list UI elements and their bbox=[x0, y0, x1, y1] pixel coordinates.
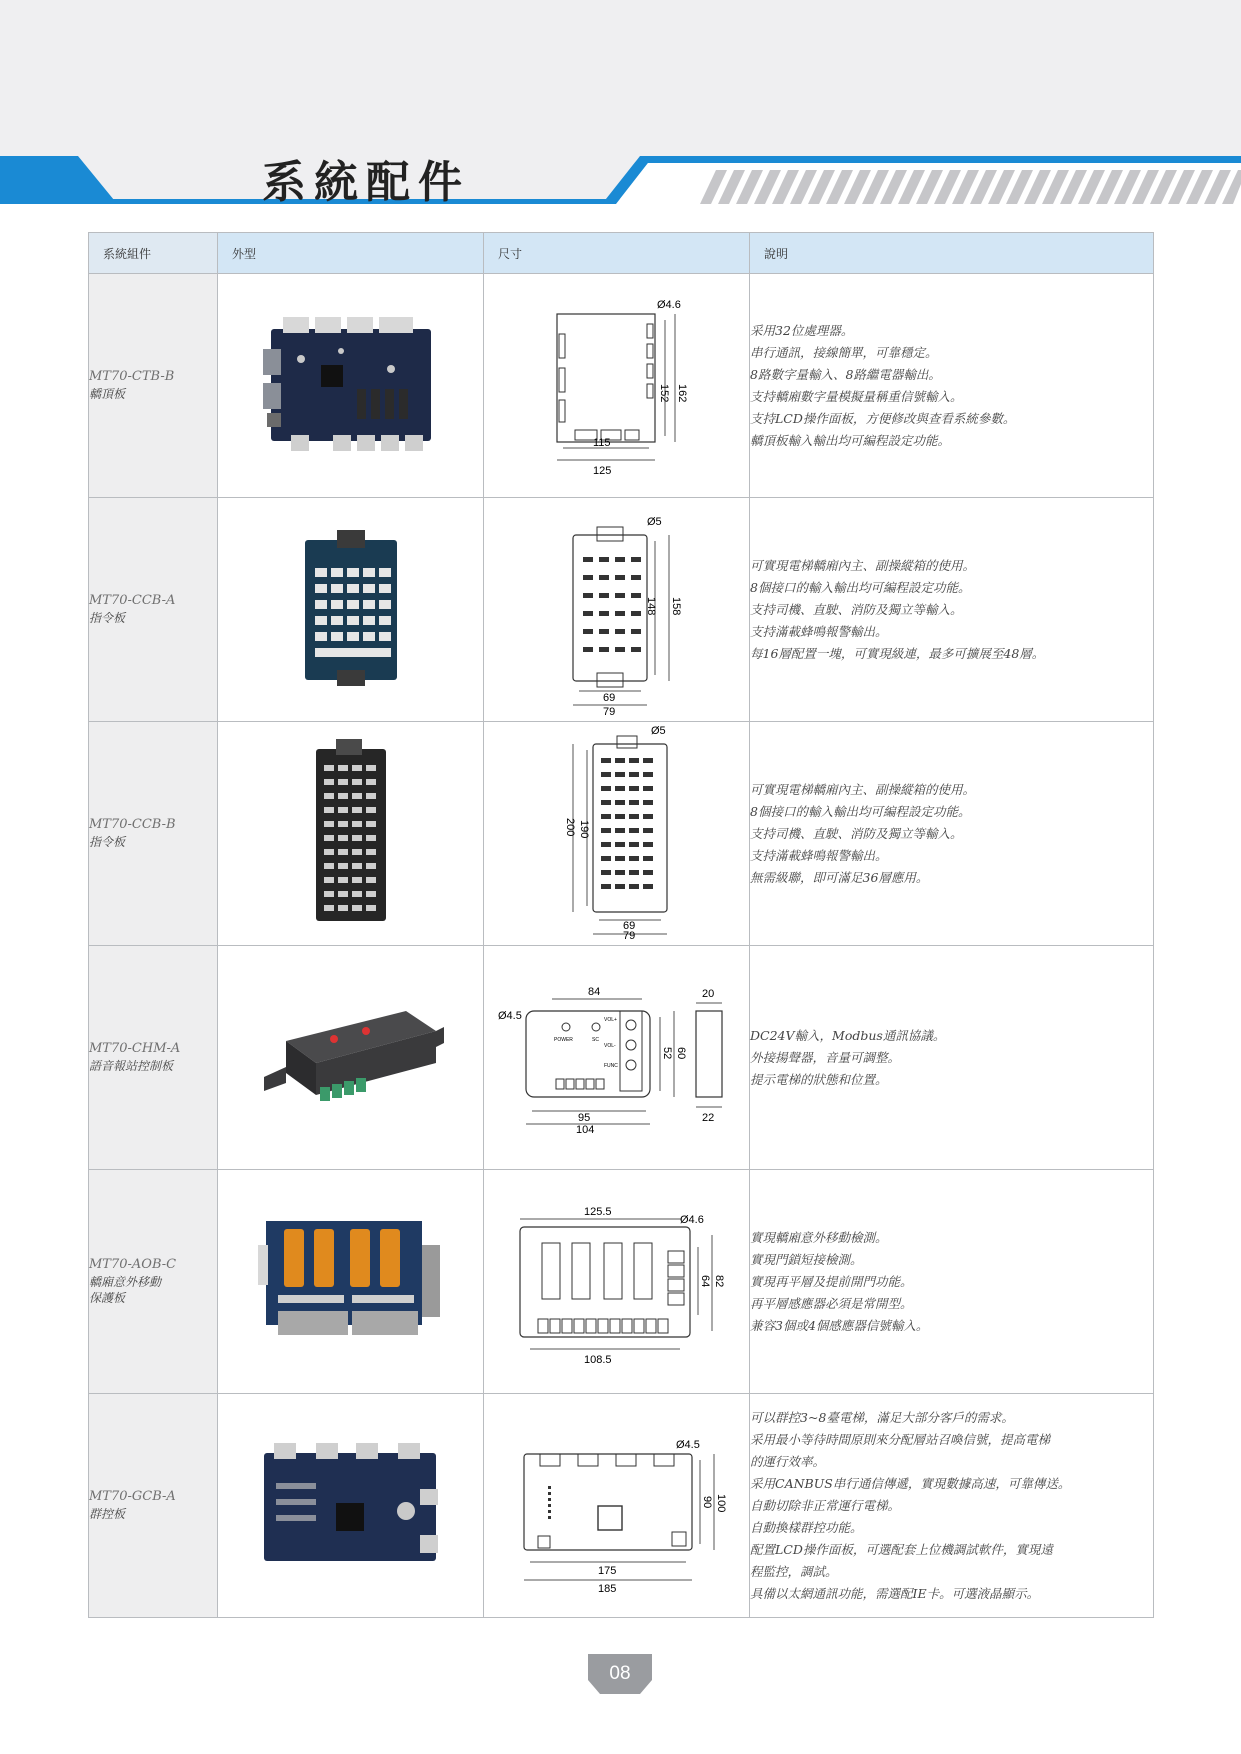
component-name bbox=[89, 274, 218, 498]
description-cell bbox=[750, 722, 1154, 946]
description-line: 自動切除非正常運行電梯。 bbox=[750, 1497, 901, 1513]
dim-height-inner: 64 bbox=[698, 1274, 711, 1287]
table-row bbox=[89, 274, 1154, 498]
label-vol-up: VOL+ bbox=[603, 1016, 617, 1023]
description-line: 程監控，調試。 bbox=[750, 1563, 838, 1579]
description-line: 支持司機、直駛、消防及獨立等輸入。 bbox=[750, 601, 963, 617]
description-line: 每16層配置一塊，可實現級連，最多可擴展至48層。 bbox=[750, 645, 1045, 661]
dimension-drawing bbox=[497, 505, 737, 718]
dim-width-outer: 185 bbox=[597, 1582, 616, 1595]
component-label: 轎廂意外移動 bbox=[89, 1275, 162, 1289]
component-label: 轎頂板 bbox=[89, 387, 126, 401]
description-line: 的運行效率。 bbox=[750, 1453, 826, 1469]
table-row bbox=[89, 1170, 1154, 1394]
table-row bbox=[89, 722, 1154, 946]
dim-width-outer: 79 bbox=[602, 706, 615, 718]
dim-side-bottom: 22 bbox=[701, 1111, 714, 1124]
component-label: 指令板 bbox=[89, 611, 126, 625]
dim-width-outer: 104 bbox=[575, 1123, 594, 1136]
description-line: 支持LCD操作面板，方便修改與查看系統參數。 bbox=[750, 410, 1016, 426]
description-line: 串行通訊，接線簡單，可靠穩定。 bbox=[750, 344, 938, 360]
component-name bbox=[89, 1394, 218, 1618]
header-component: 系統組件 bbox=[89, 233, 218, 274]
component-name bbox=[89, 946, 218, 1170]
description-cell bbox=[750, 946, 1154, 1170]
dim-side-top: 20 bbox=[701, 987, 714, 1000]
dim-height-outer: 158 bbox=[669, 597, 682, 616]
description-line: 可以群控3~8臺電梯，滿足大部分客戶的需求。 bbox=[750, 1409, 1014, 1425]
header-description: 說明 bbox=[750, 233, 1154, 274]
label-vol-down: VOL- bbox=[603, 1042, 616, 1049]
description-line: 外接揚聲器，音量可調整。 bbox=[750, 1049, 901, 1065]
description-line: 可實現電梯轎廂內主、副操縱箱的使用。 bbox=[750, 557, 976, 573]
dim-hole: Ø5 bbox=[646, 516, 662, 528]
dim-width-top: 125.5 bbox=[583, 1205, 612, 1218]
dim-width-top: 84 bbox=[587, 985, 600, 998]
dim-hole: Ø4.6 bbox=[679, 1213, 704, 1226]
description-line: 轎頂板輸入輸出均可編程設定功能。 bbox=[750, 432, 951, 448]
accessories-table bbox=[88, 232, 1154, 1618]
dim-hole: Ø4.5 bbox=[497, 1009, 522, 1022]
dim-height-outer: 162 bbox=[675, 383, 688, 402]
dimension-drawing bbox=[492, 1195, 742, 1365]
description-line: 8個接口的輸入輸出均可編程設定功能。 bbox=[750, 803, 971, 819]
group-control-board-image bbox=[256, 1439, 446, 1569]
description-line: 實現再平層及提前開門功能。 bbox=[750, 1273, 913, 1289]
model-code: MT70-CCB-A bbox=[89, 593, 176, 608]
dim-height-outer: 100 bbox=[714, 1493, 727, 1512]
dim-width-inner: 69 bbox=[622, 920, 635, 932]
description-line: 可實現電梯轎廂內主、副操縱箱的使用。 bbox=[750, 781, 976, 797]
component-label: 保護板 bbox=[89, 1291, 126, 1305]
table-row bbox=[89, 1394, 1154, 1618]
model-code: MT70-GCB-A bbox=[89, 1489, 176, 1504]
description-cell bbox=[750, 498, 1154, 722]
header-dimensions: 尺寸 bbox=[484, 233, 750, 274]
description-line: 自動換樣群控功能。 bbox=[750, 1519, 863, 1535]
dim-width-inner: 175 bbox=[597, 1564, 616, 1577]
dim-width-inner: 95 bbox=[577, 1111, 590, 1124]
product-photo-cell bbox=[218, 274, 484, 498]
dimension-drawing bbox=[492, 981, 742, 1136]
header-banner bbox=[0, 150, 1241, 210]
page-number: 08 bbox=[609, 1663, 631, 1684]
command-board-a-image bbox=[291, 528, 411, 688]
model-code: MT70-AOB-C bbox=[89, 1257, 177, 1272]
dim-width-outer: 125 bbox=[592, 464, 611, 477]
dim-height-inner: 52 bbox=[660, 1046, 673, 1059]
description-line: 8個接口的輸入輸出均可編程設定功能。 bbox=[750, 579, 971, 595]
dim-width-inner: 115 bbox=[592, 436, 611, 449]
car-top-board-image bbox=[261, 309, 441, 459]
component-name bbox=[89, 498, 218, 722]
description-line: 實現門鎖短接檢測。 bbox=[750, 1251, 863, 1267]
dim-height-outer: 60 bbox=[674, 1046, 687, 1059]
dimension-drawing-cell bbox=[484, 946, 750, 1170]
voice-announcer-image bbox=[256, 991, 446, 1121]
dimension-drawing-cell bbox=[484, 722, 750, 946]
dim-height-inner: 152 bbox=[657, 383, 670, 402]
dimension-drawing-cell bbox=[484, 274, 750, 498]
label-func: FUNC bbox=[603, 1062, 618, 1069]
product-photo-cell bbox=[218, 1170, 484, 1394]
model-code: MT70-CTB-B bbox=[89, 369, 175, 384]
component-name bbox=[89, 1170, 218, 1394]
description-line: 兼容3個或4個感應器信號輸入。 bbox=[750, 1317, 929, 1333]
description-line: 再平層感應器必須是常開型。 bbox=[750, 1295, 913, 1311]
dimension-drawing-cell bbox=[484, 1394, 750, 1618]
product-photo-cell bbox=[218, 1394, 484, 1618]
description-line: 配置LCD操作面板，可選配套上位機調試軟件，實現遠 bbox=[750, 1541, 1053, 1557]
description-line: 提示電梯的狀態和位置。 bbox=[750, 1071, 888, 1087]
table-row bbox=[89, 498, 1154, 722]
label-power: POWER bbox=[553, 1036, 573, 1043]
description-line: 實現轎廂意外移動檢測。 bbox=[750, 1229, 888, 1245]
product-photo-cell bbox=[218, 946, 484, 1170]
dimension-drawing bbox=[497, 724, 737, 942]
model-code: MT70-CHM-A bbox=[89, 1041, 181, 1056]
table-header-row bbox=[89, 233, 1154, 274]
dimension-drawing bbox=[492, 1414, 742, 1594]
dim-width-inner: 69 bbox=[602, 692, 615, 704]
description-line: 8路數字量輸入、8路繼電器輸出。 bbox=[750, 366, 941, 382]
ucmp-board-image bbox=[256, 1215, 446, 1345]
description-line: 采用CANBUS串行通信傳遞，實現數據高速，可靠傳送。 bbox=[750, 1475, 1071, 1491]
description-cell bbox=[750, 1170, 1154, 1394]
component-label: 群控板 bbox=[89, 1507, 126, 1521]
dim-hole: Ø4.6 bbox=[656, 298, 681, 311]
dim-width-outer: 79 bbox=[622, 930, 635, 942]
table-row bbox=[89, 946, 1154, 1170]
dim-height-inner: 190 bbox=[577, 820, 590, 839]
dim-height-inner: 90 bbox=[700, 1495, 713, 1508]
dim-hole: Ø5 bbox=[650, 725, 666, 737]
dim-hole: Ø4.5 bbox=[675, 1438, 700, 1451]
product-photo-cell bbox=[218, 722, 484, 946]
component-name bbox=[89, 722, 218, 946]
header-appearance: 外型 bbox=[218, 233, 484, 274]
description-line: 支持司機、直駛、消防及獨立等輸入。 bbox=[750, 825, 963, 841]
description-line: 支持轎廂數字量模擬量稱重信號輸入。 bbox=[750, 388, 963, 404]
component-label: 語音報站控制板 bbox=[89, 1059, 174, 1073]
dimension-drawing-cell bbox=[484, 1170, 750, 1394]
description-line: 支持滿載蜂鳴報警輸出。 bbox=[750, 623, 888, 639]
dim-width-bottom: 108.5 bbox=[583, 1353, 612, 1366]
dim-height-outer: 82 bbox=[712, 1274, 725, 1287]
description-cell bbox=[750, 274, 1154, 498]
dimension-drawing-cell bbox=[484, 498, 750, 722]
component-label: 指令板 bbox=[89, 835, 126, 849]
dim-height-inner: 148 bbox=[644, 597, 657, 616]
command-board-b-image bbox=[306, 737, 396, 927]
description-line: 支持滿載蜂鳴報警輸出。 bbox=[750, 847, 888, 863]
description-line: 無需級聯，即可滿足36層應用。 bbox=[750, 869, 929, 885]
description-cell bbox=[750, 1394, 1154, 1618]
product-photo-cell bbox=[218, 498, 484, 722]
dimension-drawing bbox=[497, 284, 737, 484]
description-line: 具備以太網通訊功能，需選配IE卡。可選液晶顯示。 bbox=[750, 1585, 1040, 1601]
description-line: DC24V輸入，Modbus通訊協議。 bbox=[750, 1027, 946, 1043]
label-sc: SC bbox=[591, 1036, 599, 1043]
description-line: 采用32位處理器。 bbox=[750, 322, 854, 338]
page-title: 系統配件 bbox=[262, 157, 470, 208]
description-line: 采用最小等待時間原則來分配層站召喚信號，提高電梯 bbox=[750, 1431, 1051, 1447]
dim-height-outer: 200 bbox=[563, 818, 576, 837]
model-code: MT70-CCB-B bbox=[89, 817, 176, 832]
